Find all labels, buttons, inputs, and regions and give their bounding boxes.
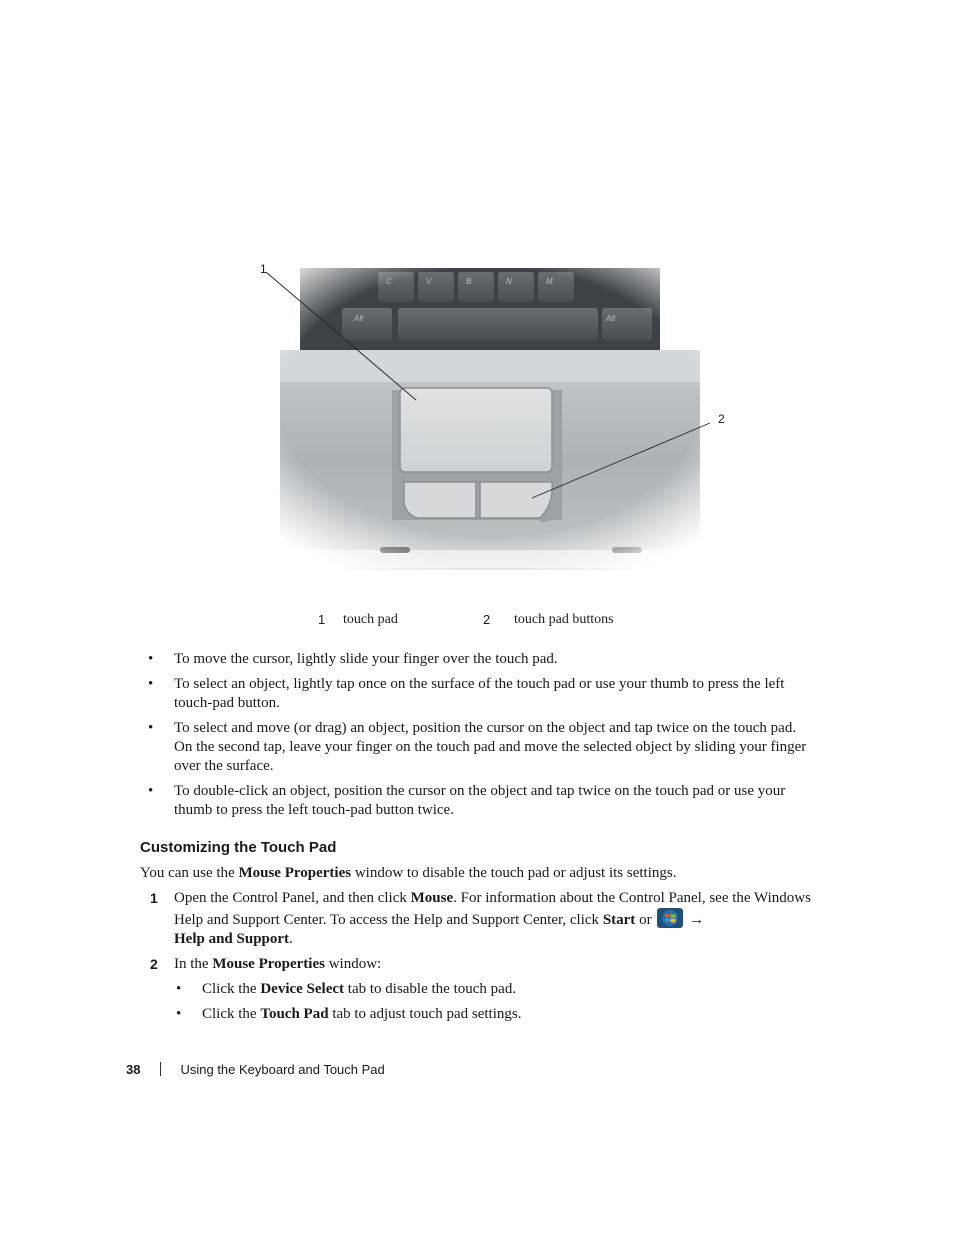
step-text: In the xyxy=(174,956,213,972)
page-footer xyxy=(126,1062,385,1077)
touchpad-illustration xyxy=(240,258,740,578)
step-bold-help-support: Help and Support xyxy=(174,931,290,947)
step-text: . xyxy=(289,931,293,947)
sub-text: tab to adjust touch pad settings. xyxy=(328,1006,522,1022)
step-bold-mouse: Mouse xyxy=(410,890,454,906)
list-item xyxy=(176,1005,814,1024)
step-number: 2 xyxy=(150,956,158,972)
bullet-glyph: • xyxy=(148,651,154,667)
touchpad-figure xyxy=(240,258,740,578)
list-item xyxy=(176,980,814,999)
sub-bold-device-select: Device Select xyxy=(260,981,345,997)
list-item xyxy=(148,650,814,669)
sub-text: Click the xyxy=(202,981,261,997)
bullet-glyph: • xyxy=(148,783,154,799)
list-item xyxy=(148,782,814,820)
footer-divider xyxy=(160,1062,161,1076)
legend-num-2: 2 xyxy=(483,612,491,627)
intro-bold: Mouse Properties xyxy=(238,865,352,881)
sub-bullet-list xyxy=(176,980,814,1024)
intro-text-end: window to disable the touch pad or adjust its settings. xyxy=(351,865,677,881)
bullet-text: To double-click an object, position the cursor on the object and tap twice on the touch pad or use your thumb to press the left touch-pad button twice. xyxy=(174,783,786,818)
steps-list xyxy=(150,889,814,1030)
bullet-text: To move the cursor, lightly slide your finger over the touch pad. xyxy=(174,651,558,667)
page-number: 38 xyxy=(126,1062,141,1077)
bullet-glyph: • xyxy=(176,981,182,997)
arrow-icon: → xyxy=(689,912,705,928)
step-text: . For information about the Control Panel, see the Windows Help and Support Center. To access the Help and Support Center, click xyxy=(174,890,811,928)
bullet-glyph: • xyxy=(148,720,154,736)
legend-label-touch-pad: touch pad xyxy=(343,612,398,627)
step-text: Open the Control Panel, and then click xyxy=(174,890,411,906)
windows-start-icon xyxy=(657,908,683,928)
sub-text: Click the xyxy=(202,1006,261,1022)
callout-number-2: 2 xyxy=(718,412,725,426)
list-item xyxy=(148,719,814,776)
usage-bullet-list xyxy=(148,650,814,826)
legend-num-1: 1 xyxy=(318,612,326,627)
legend-label-touch-pad-buttons: touch pad buttons xyxy=(514,612,614,627)
step-bold-start: Start xyxy=(602,912,636,928)
intro-text: You can use the xyxy=(140,865,239,881)
section-heading: Customizing the Touch Pad xyxy=(140,839,337,856)
step-text: window: xyxy=(324,956,382,972)
sub-bold-touch-pad: Touch Pad xyxy=(260,1006,329,1022)
step-2 xyxy=(150,955,814,1024)
footer-chapter-title: Using the Keyboard and Touch Pad xyxy=(180,1062,385,1077)
callout-number-1: 1 xyxy=(260,262,267,276)
sub-text: tab to disable the touch pad. xyxy=(344,981,517,997)
step-text: or xyxy=(635,912,656,928)
bullet-glyph: • xyxy=(148,676,154,692)
bullet-text: To select and move (or drag) an object, position the cursor on the object and tap twice on the touch pad. On the second tap, leave your finger on the touch pad and move the selected object by sliding your finger over the surface. xyxy=(174,720,807,774)
step-number: 1 xyxy=(150,890,158,906)
bullet-text: To select an object, lightly tap once on the surface of the touch pad or use your thumb to press the left touch-pad button. xyxy=(174,676,785,711)
step-1 xyxy=(150,889,814,949)
step-bold-mouse-properties: Mouse Properties xyxy=(212,956,325,972)
bullet-glyph: • xyxy=(176,1006,182,1022)
list-item xyxy=(148,675,814,713)
intro-paragraph xyxy=(140,864,820,883)
